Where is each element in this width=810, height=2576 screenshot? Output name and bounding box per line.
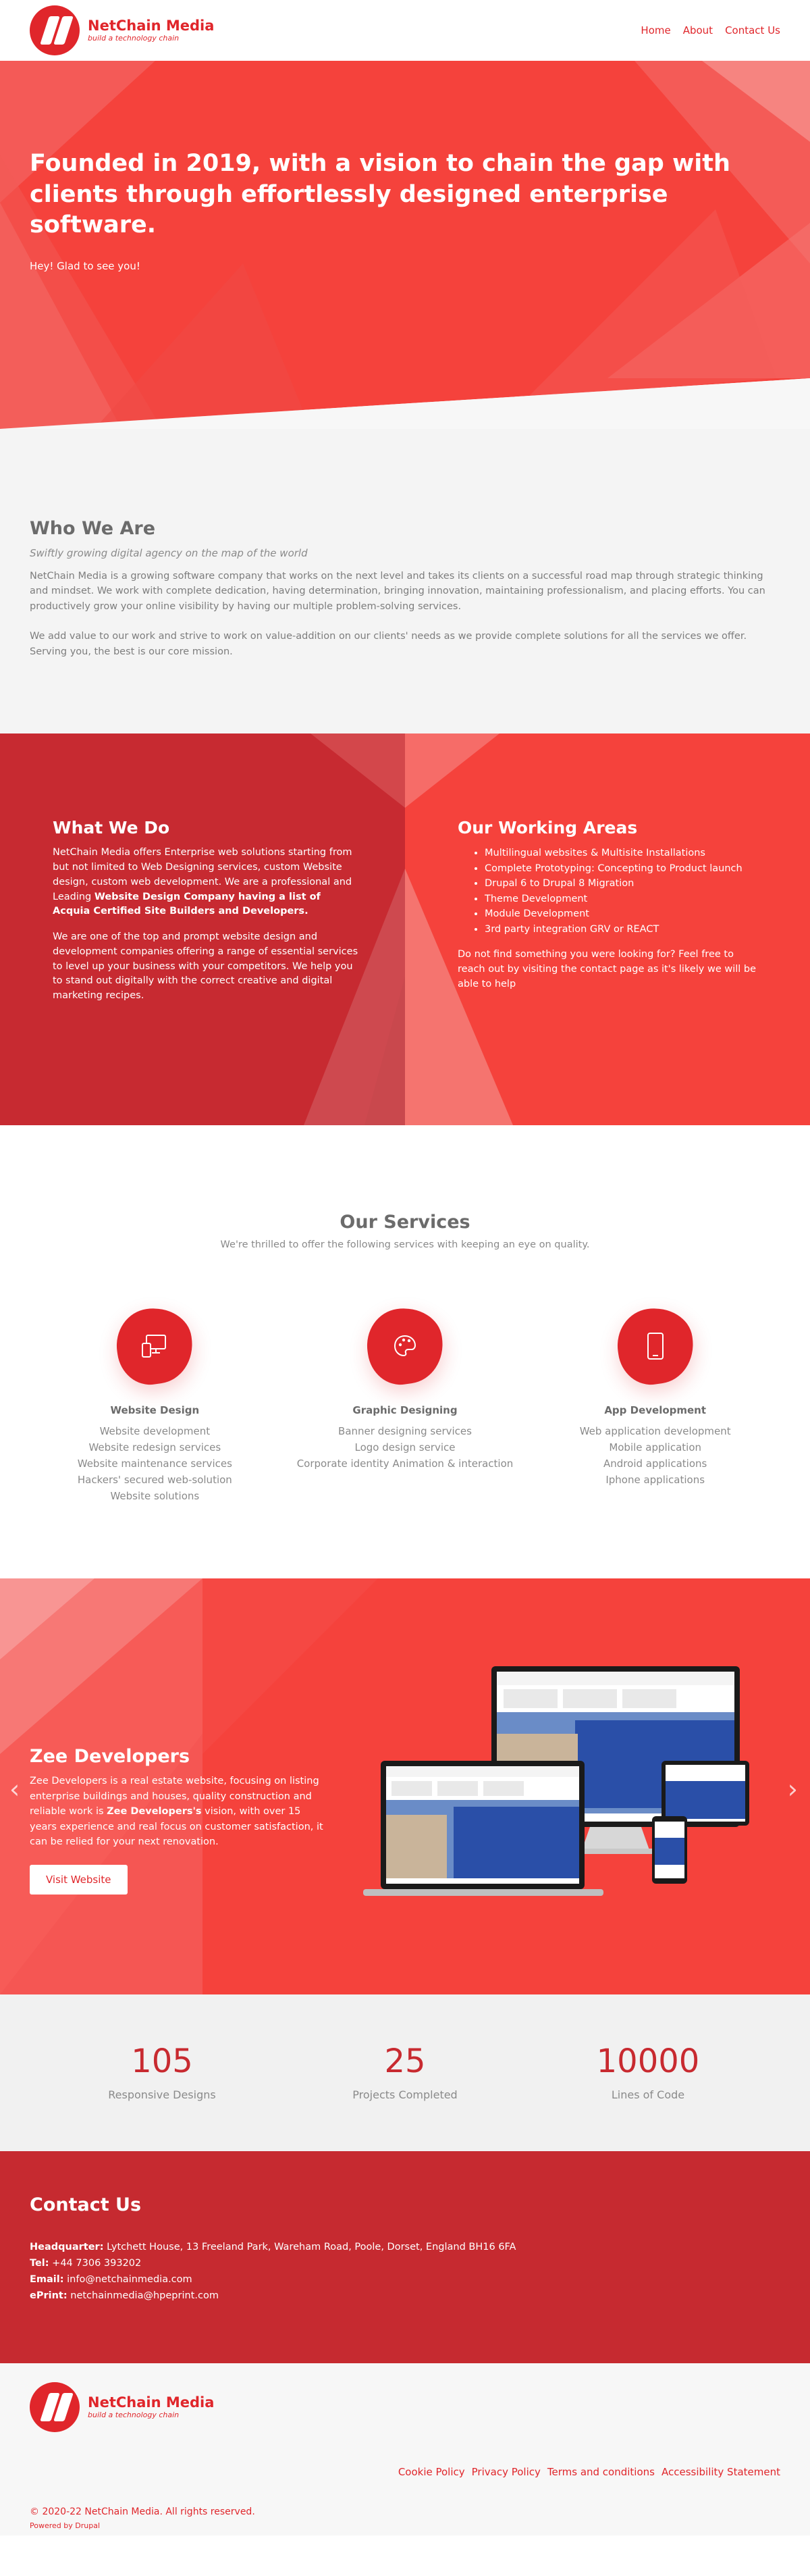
footer-link-accessibility[interactable]: Accessibility Statement <box>661 2466 780 2479</box>
areas-item: • Theme Development <box>485 892 758 906</box>
footer-link-cookie-policy[interactable]: Cookie Policy <box>398 2466 465 2479</box>
what-paragraph-2: We are one of the top and prompt website design and development companies offering a range of essential services to level up your business with your competitors. We help you to stand out digitally with the correct creative and digital marketing recipes. <box>53 931 358 1002</box>
stats-section <box>0 1994 810 2151</box>
service-item: Corporate identity Animation & interaction <box>296 1458 514 1470</box>
smartphone-icon <box>612 1304 697 1389</box>
footer-link-privacy-policy[interactable]: Privacy Policy <box>471 2466 541 2479</box>
logo-icon <box>30 2382 80 2432</box>
who-paragraph-1: NetChain Media is a growing software company that works on the next level and takes its clients on a successful road map through strategic thinking and mindset. We work with complete dedication, having determination, bringing innovation, maintaining professionalism, and placing efforts. You can productively grow your online visibility by having our multiple problem-solving services. <box>30 571 765 612</box>
visit-website-button[interactable]: Visit Website <box>30 1865 128 1895</box>
contact-eprint: ePrint: netchainmedia@hpeprint.com <box>30 2290 219 2302</box>
service-item: Website development <box>99 1425 211 1438</box>
footer-site-name: NetChain Media <box>88 2394 215 2411</box>
stat-lines-of-code <box>547 2042 749 2101</box>
areas-note: Do not find something you were looking for? Feel free to reach out by visiting the contact page as it's likely we will be able to help <box>458 949 757 989</box>
service-card-graphic-designing <box>280 1308 531 1504</box>
site-footer <box>0 2363 810 2535</box>
contact-section <box>0 2151 810 2363</box>
palette-icon <box>362 1304 448 1389</box>
slide-description: Zee Developers is a real estate website, focusing on listing enterprise buildings and houses, quality construction and reliable work is Zee Developers's vision, with over 15 years experience and real focus on customer satisfaction, it can be relied for your next renovation. <box>30 1776 323 1848</box>
logo-text <box>88 2395 214 2419</box>
services-subtitle: We're thrilled to offer the following services with keeping an eye on quality. <box>220 1239 590 1251</box>
site-name: NetChain Media <box>88 17 215 34</box>
services-cards <box>30 1308 780 1504</box>
areas-title: Our Working Areas <box>458 818 638 838</box>
service-item: Banner designing services <box>338 1425 472 1438</box>
monitor-mobile-icon <box>112 1304 197 1389</box>
footer-link-terms[interactable]: Terms and conditions <box>547 2466 655 2479</box>
services-title: Our Services <box>340 1212 470 1233</box>
portfolio-slider <box>0 1578 810 1994</box>
stat-label: Projects Completed <box>352 2088 458 2101</box>
service-item: Hackers' secured web-solution <box>77 1474 232 1487</box>
hero-greeting: Hey! Glad to see you! <box>30 259 140 272</box>
what-we-do-section <box>0 733 810 1125</box>
site-tagline: build a technology chain <box>88 34 180 43</box>
service-title: App Development <box>604 1404 707 1417</box>
footer-site-tagline: build a technology chain <box>88 2411 180 2420</box>
service-item: Website solutions <box>110 1490 200 1503</box>
hero-section <box>0 61 810 429</box>
service-item: Mobile application <box>609 1441 702 1454</box>
stat-responsive-designs <box>61 2042 263 2101</box>
service-items <box>280 1423 531 1472</box>
areas-item: • Module Development <box>485 906 758 921</box>
devices-mockup-image <box>352 1666 784 1903</box>
service-item: Iphone applications <box>605 1474 705 1487</box>
what-paragraph-1: NetChain Media offers Enterprise web solutions starting from but not limited to Web Designing services, custom Website design, custom web development. We are a professional and Leading Website Design Company having a list of Acquia Certified Site Builders and Developers. <box>53 847 352 917</box>
footer-logo[interactable] <box>30 2382 780 2432</box>
services-section <box>0 1125 810 1578</box>
service-item: Android applications <box>603 1458 707 1470</box>
stat-value: 105 <box>131 2042 193 2080</box>
nav-about[interactable]: About <box>682 24 713 36</box>
what-we-do-column <box>53 818 360 1004</box>
areas-item: • Multilingual websites & Multisite Installations <box>485 846 758 860</box>
chevron-left-icon[interactable]: ‹ <box>9 1774 20 1805</box>
working-areas-column <box>458 818 758 991</box>
chevron-right-icon[interactable]: › <box>787 1774 798 1805</box>
contact-tel: Tel: +44 7306 393202 <box>30 2258 142 2269</box>
areas-item: • 3rd party integration GRV or REACT <box>485 922 758 937</box>
service-title: Graphic Designing <box>352 1404 458 1417</box>
areas-list <box>485 846 758 937</box>
powered-by-link[interactable]: Powered by Drupal <box>30 2521 100 2531</box>
service-items <box>530 1423 780 1488</box>
site-header <box>0 0 810 61</box>
areas-item: • Complete Prototyping: Concepting to Product launch <box>485 861 758 876</box>
logo-icon <box>30 5 80 55</box>
who-subtitle: Swiftly growing digital agency on the map of the world <box>30 547 308 559</box>
logo-text <box>88 18 214 43</box>
contact-title: Contact Us <box>30 2194 142 2216</box>
contact-email: Email: info@netchainmedia.com <box>30 2274 192 2286</box>
service-title: Website Design <box>110 1404 200 1417</box>
hero-headline: Founded in 2019, with a vision to chain the gap with clients through effortlessly designed enterprise software. <box>30 150 730 238</box>
service-item: Web application development <box>579 1425 731 1438</box>
stat-value: 25 <box>384 2042 426 2080</box>
areas-item: • Drupal 6 to Drupal 8 Migration <box>485 876 758 891</box>
nav-home[interactable]: Home <box>641 24 671 36</box>
service-items <box>30 1423 280 1504</box>
footer-links <box>398 2466 780 2478</box>
who-title: Who We Are <box>30 518 156 539</box>
stat-value: 10000 <box>596 2042 700 2080</box>
main-nav <box>641 24 780 36</box>
slide-title: Zee Developers <box>30 1746 190 1768</box>
service-card-website-design <box>30 1308 280 1504</box>
service-card-app-development <box>530 1308 780 1504</box>
nav-contact[interactable]: Contact Us <box>725 24 780 36</box>
stat-projects-completed <box>304 2042 506 2101</box>
site-logo[interactable] <box>30 5 214 55</box>
service-item: Logo design service <box>354 1441 456 1454</box>
who-we-are-section <box>0 429 810 733</box>
service-item: Website redesign services <box>88 1441 221 1454</box>
contact-headquarter: Headquarter: Lytchett House, 13 Freeland Park, Wareham Road, Poole, Dorset, England BH16 6FA <box>30 2242 516 2253</box>
service-item: Website maintenance services <box>77 1458 232 1470</box>
stat-label: Lines of Code <box>611 2088 685 2101</box>
what-title: What We Do <box>53 818 170 838</box>
copyright-text: © 2020-22 NetChain Media. All rights reserved. <box>30 2506 255 2518</box>
who-paragraph-2: We add value to our work and strive to work on value-addition on our clients' needs as we provide complete solutions for all the services we offer. Serving you, the best is our core mission. <box>30 631 747 657</box>
stat-label: Responsive Designs <box>108 2088 216 2101</box>
slide-text <box>30 1746 327 1894</box>
